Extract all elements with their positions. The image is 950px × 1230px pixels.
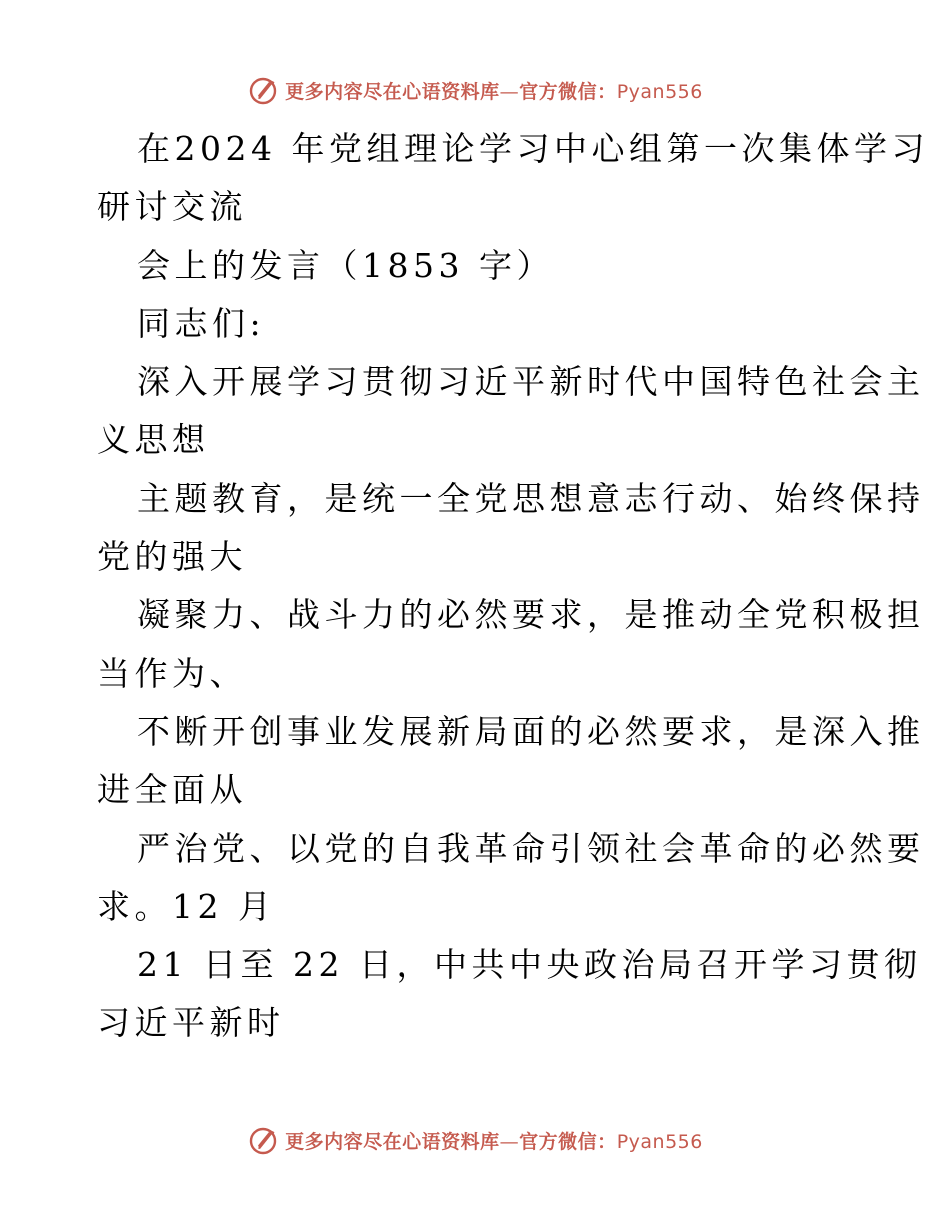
document-line: 研讨交流 <box>97 187 247 227</box>
watermark-dash: — <box>499 80 520 103</box>
document-body <box>97 120 929 1053</box>
document-line: 21 日至 22 日，中共中央政治局召开学习贯彻 <box>137 945 922 985</box>
watermark-wechat-label: 官方微信： <box>519 1130 617 1153</box>
document-line: 主题教育，是统一全党思想意志行动、始终保持 <box>137 478 925 518</box>
document-line: 不断开创事业发展新局面的必然要求，是深入推 <box>137 711 925 751</box>
document-line: 凝聚力、战斗力的必然要求，是推动全党积极担 <box>137 595 925 635</box>
document-line: 在2024 年党组理论学习中心组第一次集体学习 <box>137 129 929 168</box>
document-line: 当作为、 <box>97 653 247 693</box>
watermark-wechat-id: Pyan556 <box>616 80 703 103</box>
document-line: 严治党、以党的自我革命引领社会革命的必然要 <box>137 828 925 868</box>
header-watermark <box>0 70 950 110</box>
document-line: 义思想 <box>97 420 210 460</box>
quill-pen-circle-icon <box>247 74 279 106</box>
watermark-dash: — <box>499 1130 520 1153</box>
footer-watermark <box>0 1120 950 1160</box>
document-line: 习近平新时 <box>97 1003 285 1043</box>
document-line: 会上的发言（1853 字） <box>137 245 554 285</box>
watermark-wechat-id: Pyan556 <box>616 1130 703 1153</box>
watermark-text <box>285 1127 703 1154</box>
document-line: 深入开展学习贯彻习近平新时代中国特色社会主 <box>137 362 925 402</box>
document-line: 党的强大 <box>97 537 247 577</box>
watermark-brand: 更多内容尽在心语资料库 <box>285 80 500 103</box>
watermark-wechat-label: 官方微信： <box>519 80 617 103</box>
document-line: 求。12 月 <box>97 886 276 926</box>
document-line: 进全面从 <box>97 770 247 810</box>
watermark-brand: 更多内容尽在心语资料库 <box>285 1130 500 1153</box>
document-line: 同志们: <box>137 303 266 343</box>
watermark-text <box>285 77 703 104</box>
quill-pen-circle-icon <box>247 1124 279 1156</box>
